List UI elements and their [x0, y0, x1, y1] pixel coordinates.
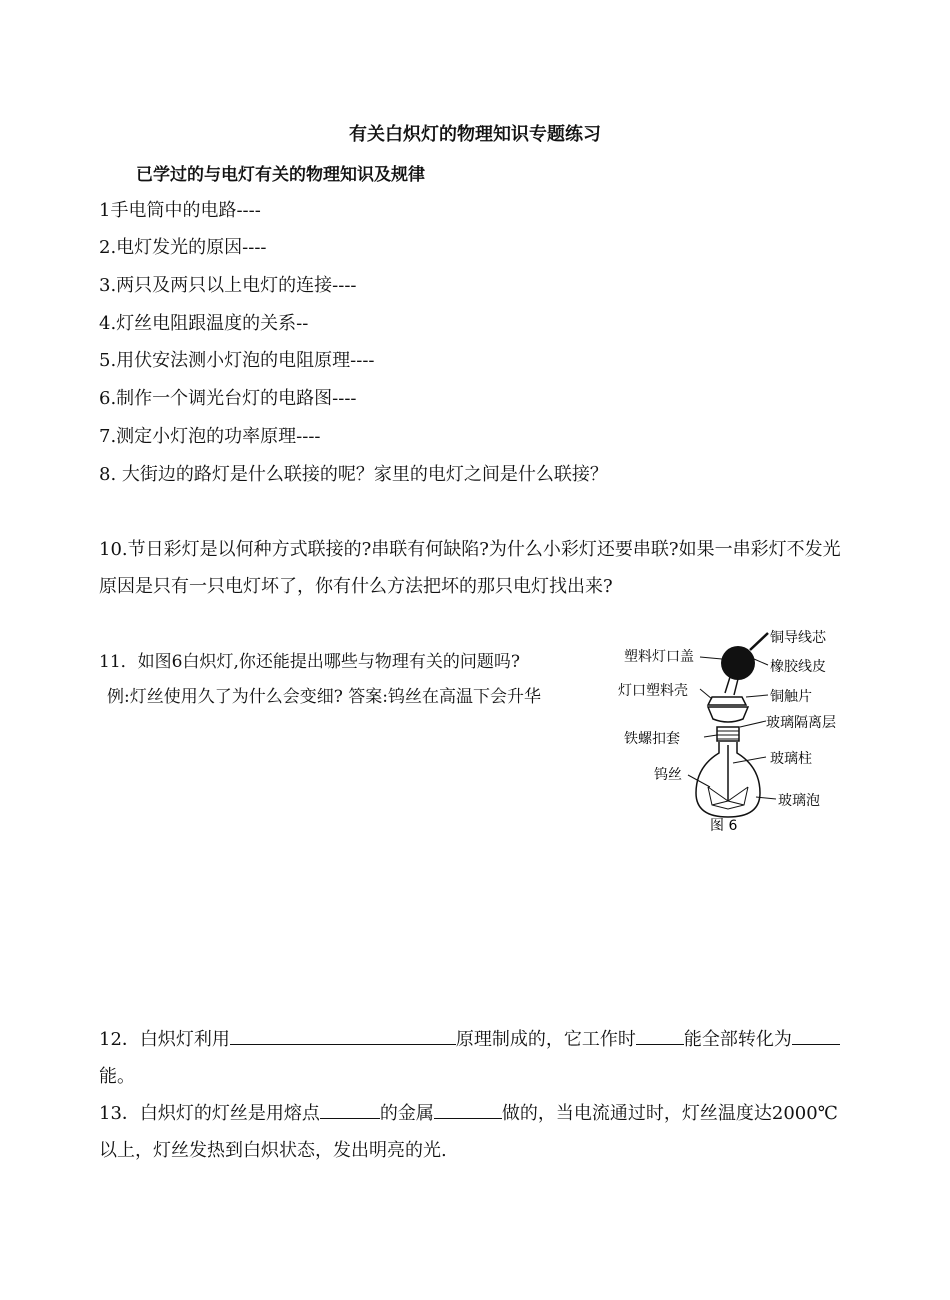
bulb-figure	[600, 615, 860, 845]
page-title: 有关白炽灯的物理知识专题练习	[349, 124, 601, 145]
blank-energy-to[interactable]	[792, 1026, 840, 1045]
bulb-diagram	[600, 615, 860, 845]
list-item: 5.用伏安法测小灯泡的电阻原理----	[99, 350, 375, 371]
plastic-shell	[708, 707, 748, 722]
label-glass-bulb: 玻璃泡	[778, 793, 820, 809]
question-11	[99, 645, 589, 715]
blank-principle[interactable]	[230, 1026, 456, 1045]
question-12-part3: 能全部转化为	[683, 1029, 792, 1050]
list-item: 2.电灯发光的原因----	[99, 237, 267, 258]
rubber-insulation	[721, 646, 755, 680]
question-12-part2: 原理制成的，它工作时	[455, 1029, 636, 1050]
list-item: 4.灯丝电阻跟温度的关系--	[99, 313, 309, 334]
copper-core-wire	[750, 633, 768, 650]
label-rubber-skin: 橡胶线皮	[770, 659, 826, 675]
question-11-text: 11．如图6白炽灯,你还能提出哪些与物理有关的问题吗?	[99, 652, 520, 672]
label-glass-insulator: 玻璃隔离层	[766, 715, 836, 731]
list-item: 6.制作一个调光台灯的电路图----	[99, 388, 357, 409]
blank-metal[interactable]	[434, 1100, 502, 1119]
question-12-part4: 能。	[99, 1066, 135, 1087]
label-glass-pillar: 玻璃柱	[770, 751, 812, 767]
list-item: 3.两只及两只以上电灯的连接----	[99, 275, 357, 296]
list-item: 7.测定小灯泡的功率原理----	[99, 426, 321, 447]
question-10: 10.节日彩灯是以何种方式联接的?串联有何缺陷?为什么小彩灯还要串联?如果一串彩灯不发光原因是只有一只电灯坏了，你有什么方法把坏的那只电灯找出来?	[99, 539, 841, 597]
question-12	[99, 1021, 844, 1095]
question-13-part2: 的金属	[379, 1103, 434, 1124]
question-11-example: 例:灯丝使用久了为什么会变细? 答案:钨丝在高温下会升华	[107, 687, 541, 707]
question-13	[99, 1095, 844, 1169]
question-13-part1: 13．白炽灯的灯丝是用熔点	[99, 1103, 320, 1124]
blank-energy-from[interactable]	[636, 1026, 684, 1045]
list-item: 1手电筒中的电路----	[99, 200, 261, 221]
label-plastic-cap: 塑料灯口盖	[624, 649, 694, 665]
label-copper-contact: 铜触片	[770, 689, 812, 705]
label-plastic-shell: 灯口塑料壳	[618, 683, 688, 699]
section-subtitle: 已学过的与电灯有关的物理知识及规律	[136, 165, 425, 185]
plastic-cap	[708, 697, 746, 705]
label-copper-core: 铜导线芯	[770, 630, 826, 646]
label-tungsten-wire: 钨丝	[654, 767, 682, 783]
question-12-part1: 12．白炽灯利用	[99, 1029, 230, 1050]
figure-caption: 图 6	[710, 818, 738, 834]
list-item: 8. 大街边的路灯是什么联接的呢？家里的电灯之间是什么联接？	[99, 464, 608, 485]
question-13-part3: 做的，当电流通过时，灯丝温度达2000℃以上，灯丝发热到白炽状态，发出明亮的光.	[99, 1103, 838, 1161]
label-iron-sleeve: 铁螺扣套	[624, 731, 680, 747]
blank-melting-point[interactable]	[320, 1100, 380, 1119]
